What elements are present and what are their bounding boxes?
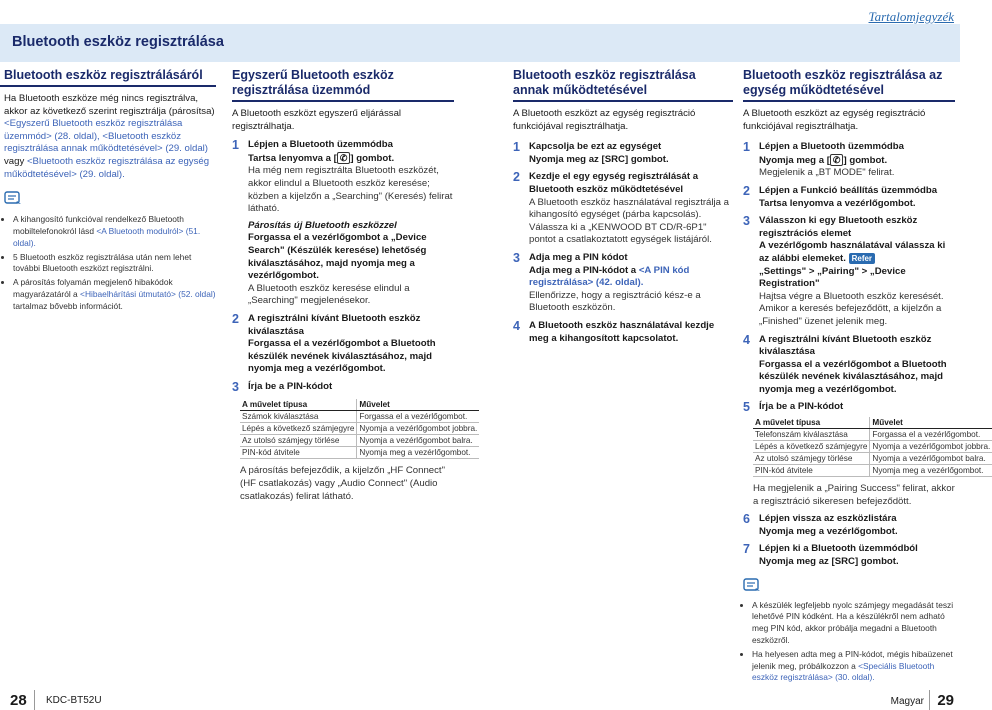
- step-number: 4: [513, 318, 520, 333]
- language-label: Magyar: [890, 696, 924, 707]
- intro-text: A Bluetooth eszközt az egység regisztráció funkciójával regisztrálhatja.: [743, 108, 926, 132]
- divider: [34, 690, 35, 710]
- note-item: • A kihangosító funkcióval rendelkező Bluetooth mobiltelefonokról lásd <A Bluetooth modulról> (51. oldal).: [13, 214, 216, 249]
- column-unit-pairing: [743, 66, 991, 686]
- step-action: Tartsa lenyomva a [ ✆ ] gombot.: [248, 152, 395, 164]
- notes-list: [4, 214, 216, 312]
- step-3: [232, 381, 454, 394]
- note-link[interactable]: <A Bluetooth modulról> (51. oldal).: [13, 225, 201, 248]
- step-note: Ha még nem regisztrálta Bluetooth eszközét, akkor elindul a Bluetooth eszköz keresése; közben a kijelzőn a „Searching" (Keresés) felirat látható.: [248, 165, 453, 215]
- step-heading: A regisztrálni kívánt Bluetooth eszköz kiválasztása: [248, 312, 421, 337]
- step-heading: Adja meg a PIN kódot: [529, 251, 628, 263]
- result-text: Ha megjelenik a „Pairing Success" felirat, akkor a regisztráció sikeresen befejeződött.: [753, 483, 955, 507]
- title-rule: [513, 100, 733, 102]
- toc-link[interactable]: Tartalomjegyzék: [868, 9, 954, 24]
- table-row: Számok kiválasztása Forgassa el a vezérlőgombot.: [240, 411, 479, 423]
- section-title: Bluetooth eszköz regisztrálása az egység működtetésével: [743, 68, 943, 97]
- step-6: [743, 513, 955, 538]
- table-header: A művelet típusa: [240, 399, 357, 411]
- step-number: 3: [232, 379, 239, 394]
- phone-icon: ✆: [830, 154, 844, 166]
- operation-table: [753, 417, 992, 477]
- step-1: [513, 141, 733, 166]
- pin-link[interactable]: <A PIN kód regisztrálása> (42. oldal).: [529, 264, 690, 289]
- step-heading: A Bluetooth eszköz használatával kezdje meg a kihangosított kapcsolatot.: [529, 319, 715, 344]
- intro-text: A Bluetooth eszközt az egység regisztráció funkciójával regisztrálhatja.: [513, 108, 696, 132]
- step-2: [513, 171, 733, 247]
- step-number: 5: [743, 400, 750, 415]
- step-heading: Lépjen a Bluetooth üzemmódba: [759, 141, 904, 153]
- note-item: • A készülék legfeljebb nyolc számjegy megadását teszi lehetővé PIN kódként. Ha a készülékről nem adható meg PIN kód, akkor próbálja megadni a Bluetooth eszközről.: [752, 600, 955, 647]
- step-number: 3: [513, 250, 520, 265]
- step-note: Hajtsa végre a Bluetooth eszköz keresését. Amikor a keresés befejeződött, a kijelzőn a „Finished" üzenet jelenik meg.: [759, 290, 944, 327]
- title-rule: [743, 100, 955, 102]
- operation-table: [240, 399, 479, 459]
- step-2: [743, 185, 955, 210]
- table-row: PIN-kód átvitele Nyomja meg a vezérlőgombot.: [240, 447, 479, 459]
- step-heading: Kapcsolja be ezt az egységet: [529, 141, 662, 153]
- refer-badge[interactable]: Refer: [849, 253, 875, 264]
- page-footer: [0, 684, 960, 709]
- step-1: [232, 139, 454, 308]
- step-action: Nyomja meg az [SRC] gombot.: [529, 153, 669, 165]
- step-heading: Írja be a PIN-kódot: [248, 380, 333, 392]
- note-icon: [743, 578, 761, 592]
- step-heading: Lépjen a Funkció beállítás üzemmódba: [759, 184, 938, 196]
- step-note: A Bluetooth eszköz használatával regisztrálja a kihangosító egységet (párba kapcsolás). Válassza ki a „KENWOOD BT CD/R-6P1" pontot a csatlakoztatott egységek listájáról.: [529, 196, 729, 246]
- table-row: PIN-kód átvitele Nyomja meg a vezérlőgombot.: [753, 465, 992, 477]
- intro-plain: Ha Bluetooth eszköze még nincs regisztrálva, akkor az következő szerint regisztrálja (párosítsa): [4, 93, 215, 117]
- menu-path: „Settings" > „Pairing" > „Device Registration": [759, 265, 906, 290]
- note-item: • Ha helyesen adta meg a PIN-kódot, mégis hibaüzenet jelenik meg, próbálkozzon a <Speciális Bluetooth eszköz regisztrálása> (30. oldal).: [752, 649, 955, 684]
- step-3: [743, 215, 955, 328]
- intro-text: A Bluetooth eszközt egyszerű eljárással regisztrálhatja.: [232, 108, 402, 132]
- page-title: Bluetooth eszköz regisztrálása: [12, 34, 224, 50]
- step-note: Ellenőrizze, hogy a regisztráció kész-e a Bluetooth eszközön.: [529, 289, 701, 314]
- step-action: Forgassa el a vezérlőgombot a „Device Search" (Készülék keresése) lehetőség kiválasztásához, majd nyomja meg a vezérlőgombot.: [248, 232, 427, 282]
- step-action: Tartsa lenyomva a vezérlőgombot.: [759, 197, 916, 209]
- step-action: Adja meg a PIN-kódot a <A PIN kód regisztrálása> (42. oldal).: [529, 264, 690, 289]
- step-action: Forgassa el a vezérlőgombot a Bluetooth készülék nevének kiválasztásához, majd nyomja meg a vezérlőgombot.: [759, 358, 947, 395]
- note-link[interactable]: <Hibaelhárítási útmutató> (52. oldal): [80, 288, 216, 299]
- step-heading: Válasszon ki egy Bluetooth eszköz regisztrációs elemet: [759, 215, 918, 239]
- step-number: 1: [232, 138, 239, 153]
- table-header: A művelet típusa: [753, 417, 870, 429]
- table-header: Művelet: [357, 399, 479, 411]
- note-icon: [4, 191, 22, 205]
- step-4: [513, 320, 733, 345]
- step-7: [743, 543, 955, 568]
- intro-link-2[interactable]: <Bluetooth eszköz regisztrálása az egység működtetésével> (29. oldal).: [4, 155, 210, 180]
- table-row: Lépés a következő számjegyre Nyomja a vezérlőgombot jobbra.: [755, 442, 991, 452]
- table-header: Művelet: [870, 417, 992, 429]
- step-4: [743, 334, 955, 397]
- column-device-pairing: [513, 66, 733, 350]
- step-5: [743, 401, 955, 414]
- step-heading: Lépjen ki a Bluetooth üzemmódból: [759, 543, 918, 555]
- title-rule: [232, 100, 454, 102]
- model-name: KDC-BT52U: [46, 695, 102, 706]
- step-3: [513, 252, 733, 315]
- page-number-right: 29: [937, 692, 954, 709]
- step-action: Nyomja meg a vezérlőgombot.: [759, 525, 898, 537]
- step-note: Megjelenik a „BT MODE" felirat.: [759, 167, 895, 179]
- step-number: 3: [743, 214, 750, 229]
- table-row: Telefonszám kiválasztása Forgassa el a vezérlőgombot.: [753, 429, 992, 441]
- column-easy-pairing: [232, 66, 478, 503]
- notes-list: [743, 600, 955, 685]
- title-rule: [0, 85, 216, 87]
- intro-link[interactable]: <Egyszerű Bluetooth eszköz regisztrálása üzemmód> (28. oldal), <Bluetooth eszköz regisztrálása annak működtetésével> (29. oldal): [4, 118, 208, 155]
- note-item: • 5 Bluetooth eszköz regisztrálása után nem lehet további Bluetooth eszközt regisztrálni.: [13, 252, 216, 276]
- column-about: [4, 66, 216, 315]
- title-bar: [0, 24, 960, 62]
- step-number: 2: [232, 311, 239, 326]
- note-item: • A párosítás folyamán megjelenő hibakódok magyarázatáról a <Hibaelhárítási útmutató> (52. oldal) tartalmaz bővebb információt.: [13, 277, 216, 312]
- step-2: [232, 313, 454, 376]
- step-1: [743, 141, 955, 180]
- step-number: 1: [743, 140, 750, 155]
- step-heading: Írja be a PIN-kódot: [759, 401, 844, 413]
- result-text: A párosítás befejeződik, a kijelzőn „HF Connect" (HF csatlakozás) vagy „Audio Connect" (Audio csatlakozás) felirat látható.: [240, 465, 445, 502]
- step-number: 2: [743, 183, 750, 198]
- page-number-left: 28: [10, 692, 27, 709]
- intro-text: [4, 93, 216, 181]
- step-number: 2: [513, 170, 520, 185]
- step-heading: Lépjen a Bluetooth üzemmódba: [248, 139, 393, 151]
- section-title: Bluetooth eszköz regisztrálásáról: [4, 68, 203, 82]
- step-number: 1: [513, 140, 520, 155]
- step-number: 4: [743, 332, 750, 347]
- step-action: Forgassa el a vezérlőgombot a Bluetooth készülék nevének kiválasztásához, majd nyomja meg a vezérlőgombot.: [248, 338, 436, 375]
- step-note: A Bluetooth eszköz keresése elindul a „Searching" megjelenésekor.: [248, 282, 410, 307]
- step-action: Nyomja meg a [ ✆ ] gombot.: [759, 154, 888, 166]
- table-row: Lépés a következő számjegyre Nyomja a vezérlőgombot jobbra.: [242, 424, 478, 434]
- step-heading: Kezdje el egy egység regisztrálását a Bluetooth eszköz működtetésével: [529, 171, 699, 195]
- section-title: Egyszerű Bluetooth eszköz regisztrálása üzemmód: [232, 68, 394, 97]
- table-row: Az utolsó számjegy törlése Nyomja a vezérlőgombot balra.: [753, 453, 992, 465]
- step-number: 7: [743, 542, 750, 557]
- step-action: Nyomja meg az [SRC] gombot.: [759, 556, 899, 568]
- intro-mid: vagy: [4, 155, 27, 167]
- phone-icon: ✆: [337, 152, 351, 164]
- table-row: Az utolsó számjegy törlése Nyomja a vezérlőgombot balra.: [240, 435, 479, 447]
- step-heading: Lépjen vissza az eszközlistára: [759, 513, 897, 525]
- section-title: Bluetooth eszköz regisztrálása annak működtetésével: [513, 68, 696, 97]
- note-link[interactable]: <Speciális Bluetooth eszköz regisztrálása> (30. oldal).: [752, 660, 935, 683]
- step-action: A vezérlőgomb használatával válassza ki az alábbi elemeket. Refer: [759, 240, 946, 264]
- step-heading: A regisztrálni kívánt Bluetooth eszköz kiválasztása: [759, 333, 932, 358]
- divider: [929, 690, 930, 710]
- step-number: 6: [743, 512, 750, 527]
- subsection-title: Párosítás új Bluetooth eszközzel: [248, 219, 397, 231]
